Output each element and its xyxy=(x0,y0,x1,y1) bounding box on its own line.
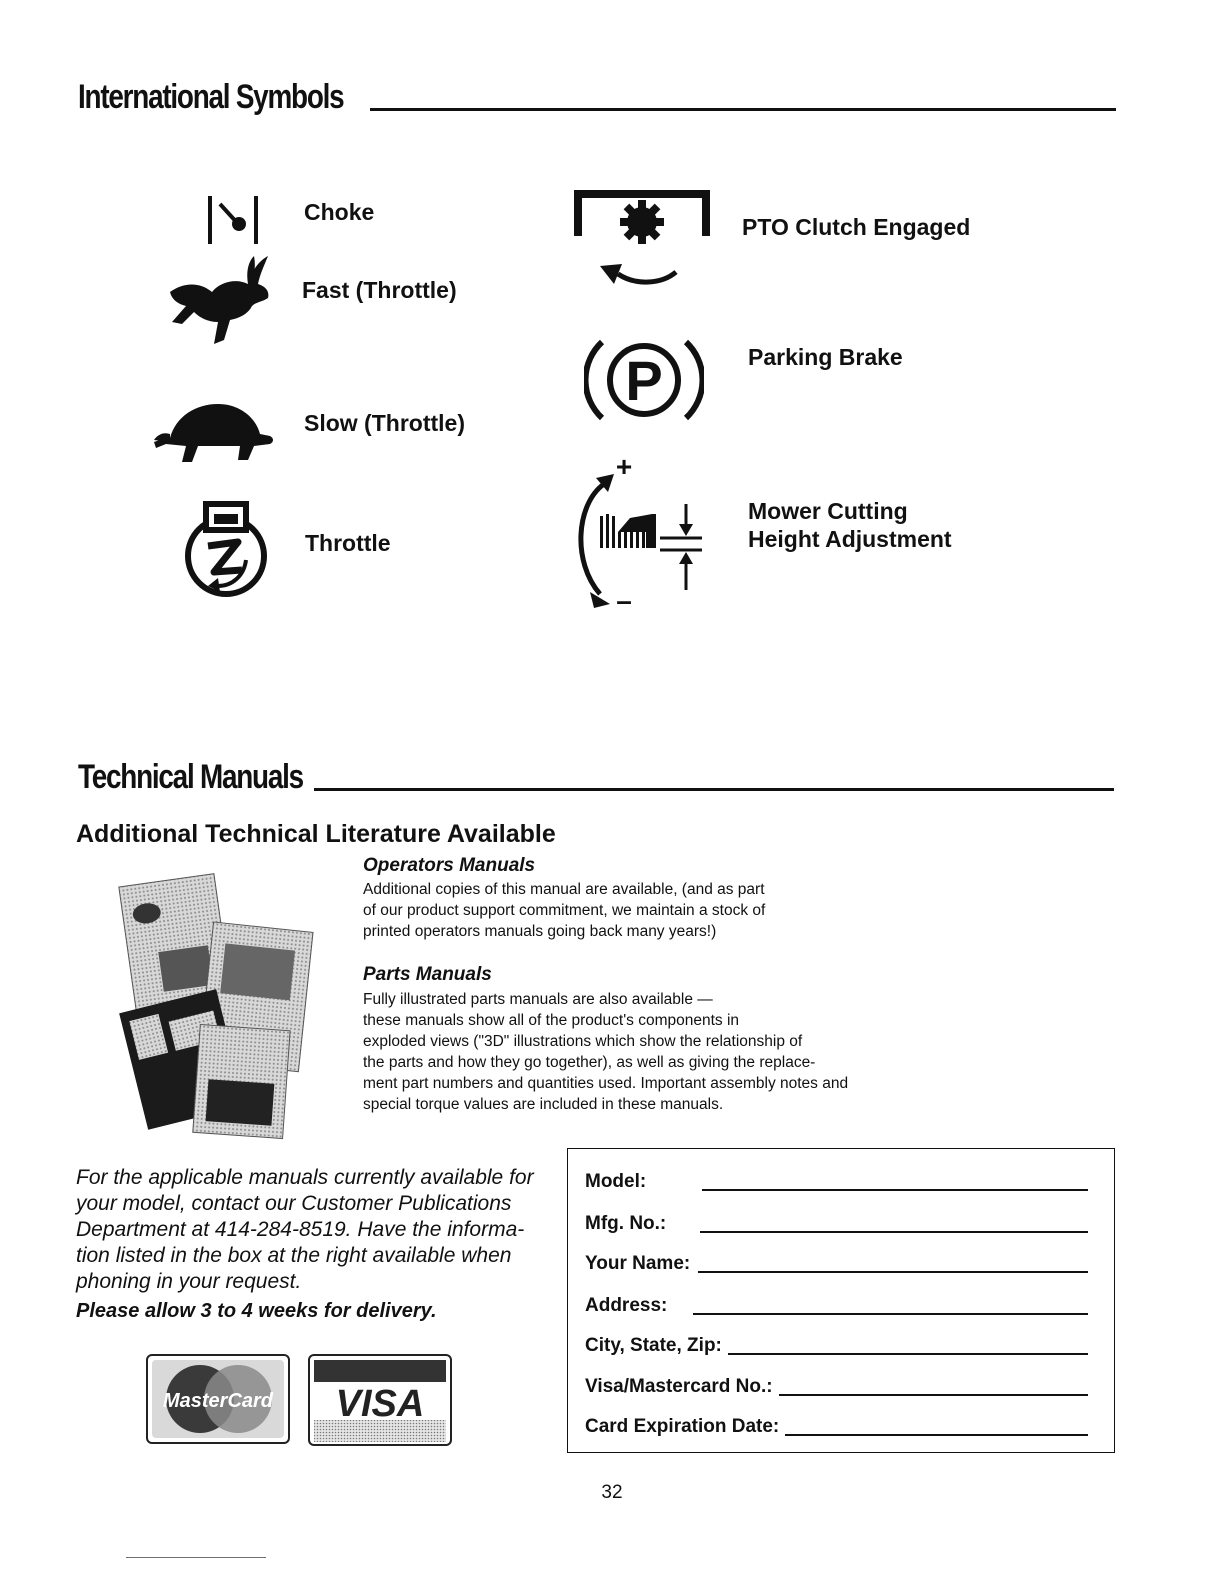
mower-plus-glyph: + xyxy=(615,452,633,482)
model-field[interactable] xyxy=(702,1189,1088,1191)
operators-manuals-title: Operators Manuals xyxy=(363,855,536,876)
literature-subheading: Additional Technical Literature Available xyxy=(76,820,556,848)
form-label: Mfg. No.: xyxy=(585,1213,667,1234)
footer-rule xyxy=(126,1557,266,1558)
operators-line: Additional copies of this manual are available, (and as part xyxy=(363,881,765,898)
contact-line: tion listed in the box at the right available when xyxy=(76,1244,512,1267)
mower-height-icon xyxy=(560,452,710,614)
operators-manuals-body xyxy=(363,879,765,942)
choke-icon xyxy=(202,192,264,248)
form-row-model xyxy=(585,1163,1088,1193)
manuals-stack-image xyxy=(118,868,318,1140)
pto-label: PTO Clutch Engaged xyxy=(742,214,971,240)
parts-line: Fully illustrated parts manuals are also available — xyxy=(363,991,713,1008)
mower-label-line1: Mower Cutting xyxy=(748,498,908,524)
parts-line: special torque values are included in these manuals. xyxy=(363,1096,724,1113)
form-label: Your Name: xyxy=(585,1253,691,1274)
operators-line: of our product support commitment, we maintain a stock of xyxy=(363,902,766,919)
rabbit-icon xyxy=(164,252,272,350)
visa-text: VISA xyxy=(335,1383,425,1425)
contact-text xyxy=(76,1165,534,1295)
mastercard-logo xyxy=(146,1354,290,1444)
throttle-label: Throttle xyxy=(305,530,391,556)
symbols-heading-rule xyxy=(370,108,1116,111)
symbols-heading xyxy=(78,74,1116,114)
mower-label-line2: Height Adjustment xyxy=(748,526,952,552)
your-name-field[interactable] xyxy=(698,1271,1088,1273)
parts-line: the parts and how they go together), as well as giving the replace- xyxy=(363,1054,816,1071)
parking-p-glyph: P xyxy=(625,349,663,412)
manuals-heading xyxy=(78,752,1114,794)
mastercard-text: MasterCard xyxy=(162,1390,274,1412)
parts-line: exploded views ("3D" illustrations which show the relationship of xyxy=(363,1033,803,1050)
fast-label: Fast (Throttle) xyxy=(302,277,457,303)
parking-brake-icon xyxy=(584,326,704,434)
parts-manuals-body xyxy=(363,989,848,1115)
manuals-heading-rule xyxy=(314,788,1114,791)
manuals-heading-text: Technical Manuals xyxy=(78,758,303,796)
order-info-box xyxy=(567,1148,1115,1453)
card-number-field[interactable] xyxy=(779,1394,1088,1396)
form-row-card-number xyxy=(585,1368,1088,1398)
address-field[interactable] xyxy=(693,1313,1088,1315)
form-label: City, State, Zip: xyxy=(585,1335,722,1356)
contact-line: Department at 414-284-8519. Have the informa- xyxy=(76,1218,525,1241)
pto-clutch-icon xyxy=(572,186,712,296)
operators-line: printed operators manuals going back many years!) xyxy=(363,923,717,940)
mfg-no-field[interactable] xyxy=(700,1231,1088,1233)
turtle-icon xyxy=(152,400,276,466)
contact-line: phoning in your request. xyxy=(76,1270,302,1293)
contact-line: your model, contact our Customer Publications xyxy=(76,1192,512,1215)
contact-line: For the applicable manuals currently available for xyxy=(76,1166,534,1189)
form-row-address xyxy=(585,1287,1088,1317)
mower-minus-glyph: – xyxy=(616,585,632,614)
throttle-icon xyxy=(180,498,272,598)
choke-label: Choke xyxy=(304,199,375,225)
form-row-card-expiration xyxy=(585,1408,1088,1438)
parts-line: ment part numbers and quantities used. Important assembly notes and xyxy=(363,1075,849,1092)
page-number: 32 xyxy=(601,1482,623,1503)
form-label: Visa/Mastercard No.: xyxy=(585,1376,773,1397)
form-row-city-state-zip xyxy=(585,1327,1088,1357)
form-label: Address: xyxy=(585,1295,668,1316)
form-label: Card Expiration Date: xyxy=(585,1416,780,1437)
symbols-heading-text: International Symbols xyxy=(78,78,344,116)
parking-label: Parking Brake xyxy=(748,344,903,370)
parts-manuals-title: Parts Manuals xyxy=(363,964,492,985)
card-expiration-field[interactable] xyxy=(785,1434,1088,1436)
visa-logo xyxy=(308,1354,452,1446)
slow-label: Slow (Throttle) xyxy=(304,410,465,436)
form-label: Model: xyxy=(585,1171,647,1192)
parts-line: these manuals show all of the product's components in xyxy=(363,1012,740,1029)
delivery-note: Please allow 3 to 4 weeks for delivery. xyxy=(76,1300,437,1322)
form-row-mfg-no xyxy=(585,1205,1088,1235)
form-row-your-name xyxy=(585,1245,1088,1275)
city-state-zip-field[interactable] xyxy=(728,1353,1088,1355)
